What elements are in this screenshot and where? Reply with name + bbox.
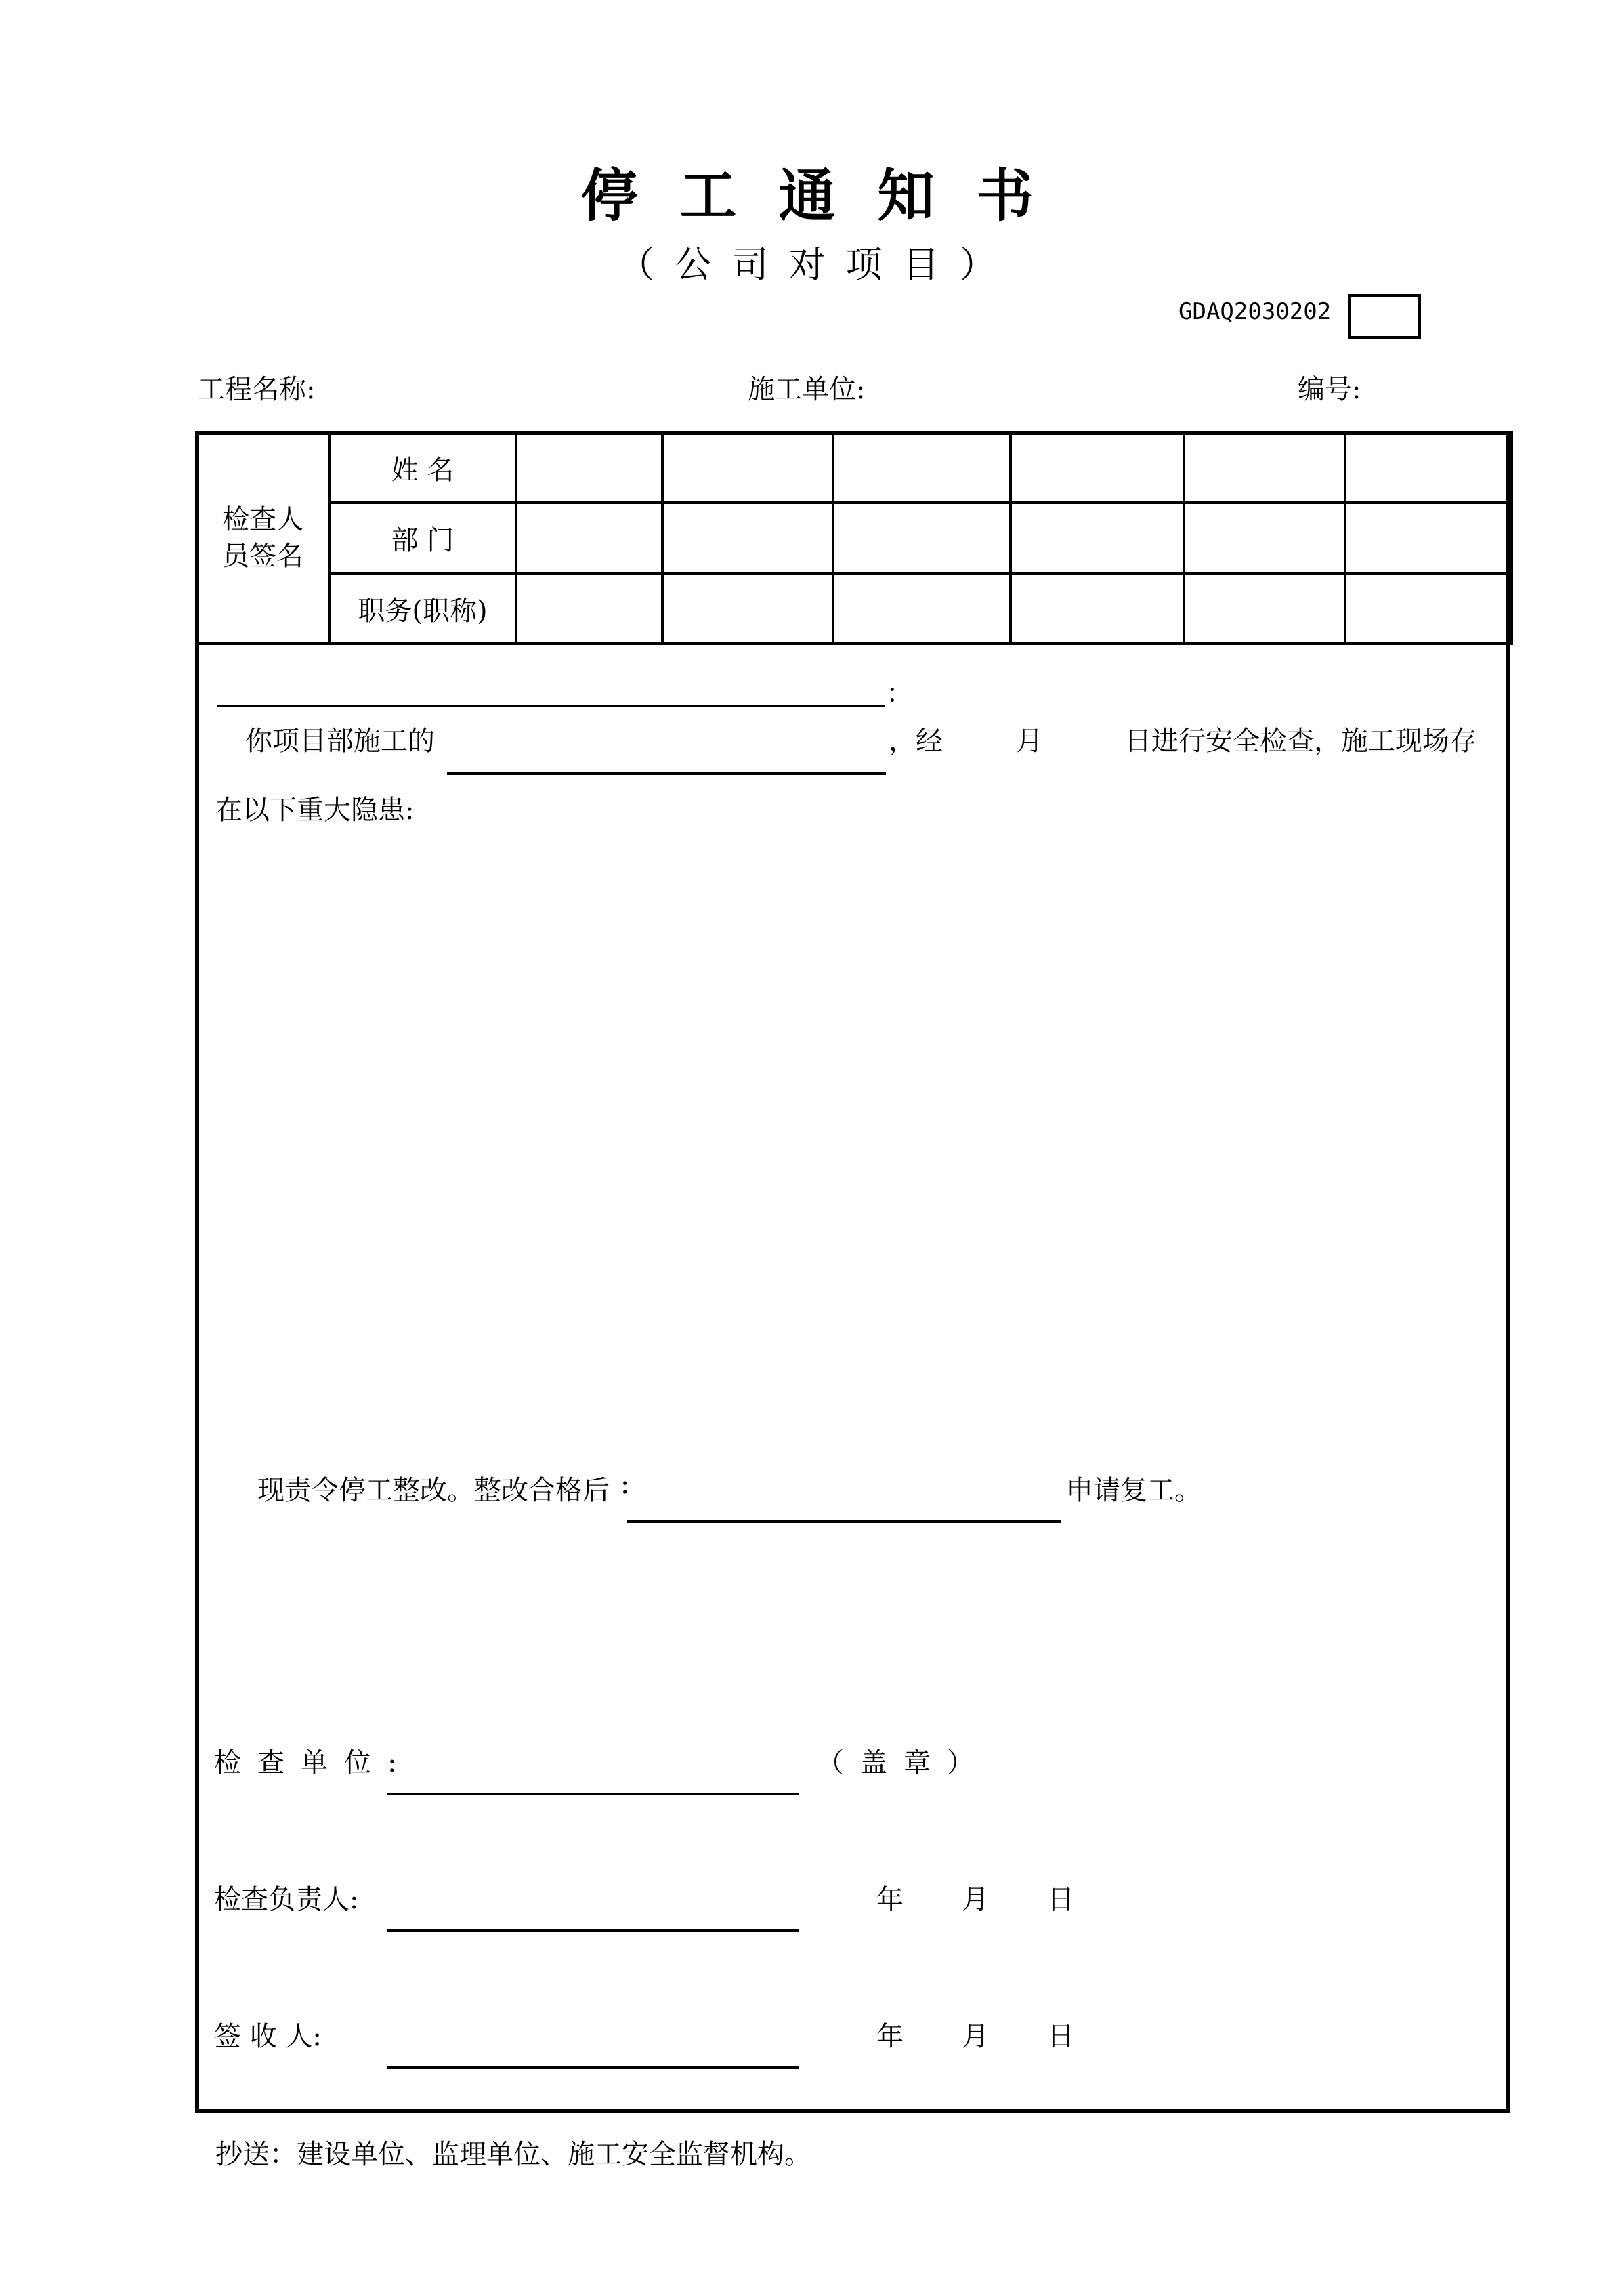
- inspect-unit-label: 检查单位:: [214, 1747, 413, 1778]
- document-subtitle: （公司对项目）: [618, 243, 1017, 286]
- name-cell[interactable]: [516, 432, 662, 503]
- month-text: 月: [1016, 726, 1043, 757]
- document-title: 停工通知书: [580, 163, 1076, 229]
- reapply-text: 申请复工。: [1066, 1475, 1202, 1506]
- form-code: GDAQ2030202: [1178, 298, 1332, 325]
- name-cell[interactable]: [833, 432, 1011, 503]
- serial-number-label: 编号:: [1298, 374, 1361, 405]
- project-part-line[interactable]: [447, 772, 886, 775]
- form-code-suffix-box[interactable]: [1348, 294, 1421, 339]
- order-colon: :: [620, 1469, 630, 1500]
- department-cell[interactable]: [833, 503, 1011, 573]
- addressee-line[interactable]: [217, 705, 885, 707]
- department-cell[interactable]: [516, 503, 662, 573]
- name-cell[interactable]: [1011, 432, 1184, 503]
- department-cell[interactable]: [662, 503, 833, 573]
- receiver-year: 年: [876, 2021, 904, 2052]
- addressee-colon: ：: [886, 678, 913, 709]
- construction-unit-label: 施工单位:: [748, 374, 866, 405]
- sentence-start: 你项目部施工的: [245, 726, 435, 757]
- receiver-month: 月: [962, 2021, 989, 2052]
- title-cell[interactable]: [1345, 573, 1512, 644]
- inspector-label: 检查负责人:: [214, 1884, 359, 1915]
- department-cell[interactable]: [1011, 503, 1184, 573]
- name-cell[interactable]: [1184, 432, 1345, 503]
- receiver-label: 签 收 人:: [214, 2021, 322, 2052]
- project-name-label: 工程名称:: [198, 374, 316, 405]
- receiver-day: 日: [1047, 2021, 1074, 2052]
- inspector-group-label-line1: 检查人: [222, 504, 303, 535]
- day-text: 日进行安全检查，施工现场存: [1124, 726, 1477, 757]
- sentence-end: 在以下重大隐患:: [215, 795, 415, 826]
- title-cell[interactable]: [833, 573, 1011, 644]
- via-text: ，经: [889, 726, 943, 757]
- inspector-signature-table: [195, 431, 1513, 645]
- inspector-month: 月: [962, 1884, 989, 1915]
- seal-label: （盖章）: [817, 1747, 990, 1778]
- form-frame: [195, 431, 1510, 2113]
- department-row-label: 部 门: [329, 503, 516, 573]
- reapply-line[interactable]: [627, 1520, 1061, 1523]
- name-cell[interactable]: [662, 432, 833, 503]
- title-cell[interactable]: [516, 573, 662, 644]
- inspector-line[interactable]: [387, 1929, 799, 1932]
- inspector-year: 年: [876, 1884, 904, 1915]
- receiver-line[interactable]: [387, 2066, 799, 2069]
- inspector-day: 日: [1047, 1884, 1074, 1915]
- department-cell[interactable]: [1345, 503, 1512, 573]
- title-cell[interactable]: [662, 573, 833, 644]
- title-row-label: 职务(职称): [329, 573, 516, 644]
- order-text: 现责令停工整改。整改合格后: [257, 1475, 610, 1506]
- inspector-group-label-line2: 员签名: [222, 541, 303, 572]
- department-cell[interactable]: [1184, 503, 1345, 573]
- name-cell[interactable]: [1345, 432, 1512, 503]
- inspector-group-label: [196, 432, 329, 644]
- inspect-unit-line[interactable]: [387, 1793, 799, 1795]
- name-row-label: 姓 名: [329, 432, 516, 503]
- carbon-copy: 抄送：建设单位、监理单位、施工安全监督机构。: [215, 2139, 811, 2170]
- title-cell[interactable]: [1184, 573, 1345, 644]
- title-cell[interactable]: [1011, 573, 1184, 644]
